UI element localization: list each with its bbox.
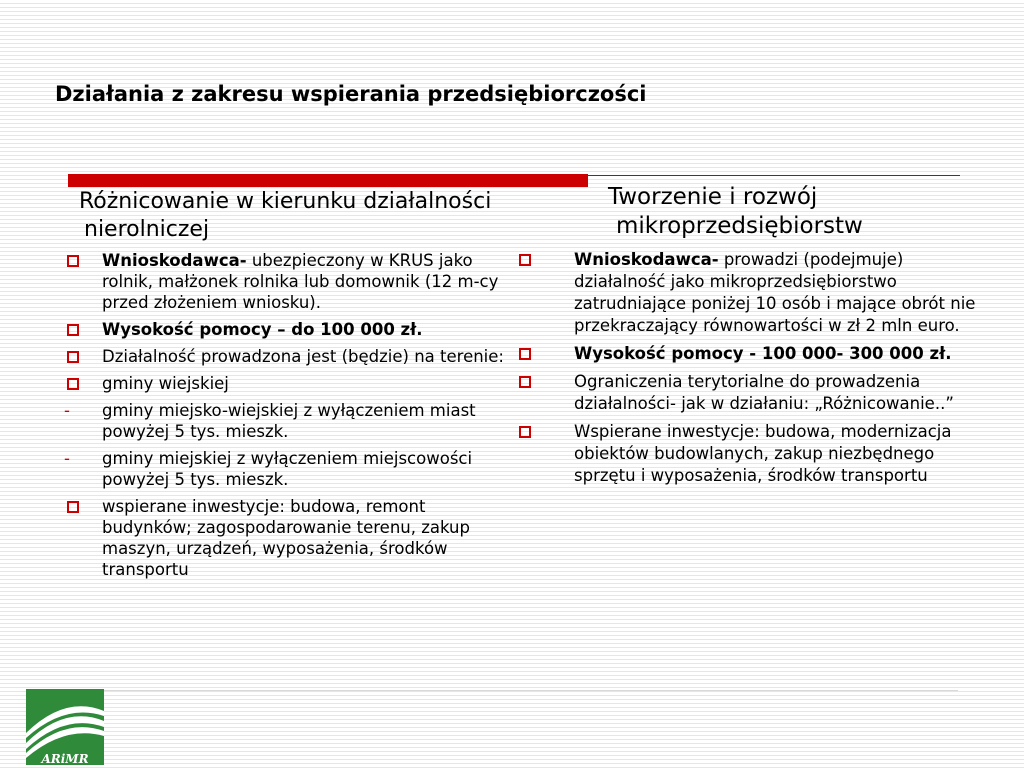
- right-column: [512, 183, 982, 493]
- square-bullet-icon: [67, 351, 79, 363]
- right-item-list: [512, 249, 982, 487]
- square-bullet-icon: [67, 255, 79, 267]
- square-bullet-icon: [519, 426, 531, 438]
- item-text: gminy miejsko-wiejskiej z wyłączeniem miast powyżej 5 tys. mieszk.: [102, 401, 476, 441]
- square-bullet-icon: [519, 254, 531, 266]
- list-item: [512, 371, 982, 415]
- list-item: [60, 373, 510, 394]
- item-text: Wspierane inwestycje: budowa, modernizacja obiektów budowlanych, zakup niezbędnego sprzętu i wyposażenia, środków transportu: [574, 422, 952, 485]
- square-bullet-icon: [67, 501, 79, 513]
- bottom-divider: [68, 690, 958, 691]
- list-item: [512, 343, 982, 365]
- item-text: Ograniczenia terytorialne do prowadzenia działalności- jak w działaniu: „Różnicowanie..”: [574, 372, 954, 413]
- right-column-heading: Tworzenie i rozwój mikroprzedsiębiorstw: [608, 184, 863, 239]
- square-bullet-icon: [67, 324, 79, 336]
- logo-text: ARiMR: [41, 752, 89, 766]
- item-bold: Wysokość pomocy – do 100 000 zł.: [102, 320, 423, 339]
- item-text: Działalność prowadzona jest (będzie) na terenie:: [102, 347, 504, 366]
- item-text: gminy miejskiej z wyłączeniem miejscowości powyżej 5 tys. mieszk.: [102, 449, 473, 489]
- left-column: [60, 188, 510, 586]
- item-bold: Wysokość pomocy - 100 000- 300 000 zł.: [574, 344, 952, 363]
- left-item-list: [60, 250, 510, 580]
- list-item: [60, 400, 510, 442]
- square-bullet-icon: [519, 376, 531, 388]
- dash-bullet-icon: -: [64, 449, 70, 468]
- item-text: gminy wiejskiej: [102, 374, 229, 393]
- list-item: [60, 319, 510, 340]
- list-item: [512, 421, 982, 487]
- item-text: prowadzi (podejmuje) działalność jako mikroprzedsiębiorstwo zatrudniające poniżej 10 osób i mające obrót nie przekraczający równowartości w zł 2 mln euro.: [574, 250, 976, 335]
- list-item: [60, 448, 510, 490]
- list-item: [512, 249, 982, 337]
- list-item: [60, 346, 510, 367]
- list-item: [60, 250, 510, 313]
- page-title: Działania z zakresu wspierania przedsiębiorczości: [55, 82, 647, 106]
- square-bullet-icon: [67, 378, 79, 390]
- red-accent-line: [588, 175, 960, 176]
- dash-bullet-icon: -: [64, 401, 70, 420]
- item-bold: Wnioskodawca-: [574, 250, 719, 269]
- left-column-heading: Różnicowanie w kierunku działalności nierolniczej: [79, 189, 492, 242]
- square-bullet-icon: [519, 348, 531, 360]
- red-accent-bar: [68, 174, 588, 187]
- item-text: ubezpieczony w KRUS jako rolnik, małżonek rolnika lub domownik (12 m-cy przed złożeniem wniosku).: [102, 251, 499, 312]
- item-text: wspierane inwestycje: budowa, remont budynków; zagospodarowanie terenu, zakup maszyn, urządzeń, wyposażenia, środków transportu: [102, 497, 470, 579]
- arimr-logo: [20, 685, 110, 768]
- item-bold: Wnioskodawca-: [102, 251, 247, 270]
- list-item: [60, 496, 510, 580]
